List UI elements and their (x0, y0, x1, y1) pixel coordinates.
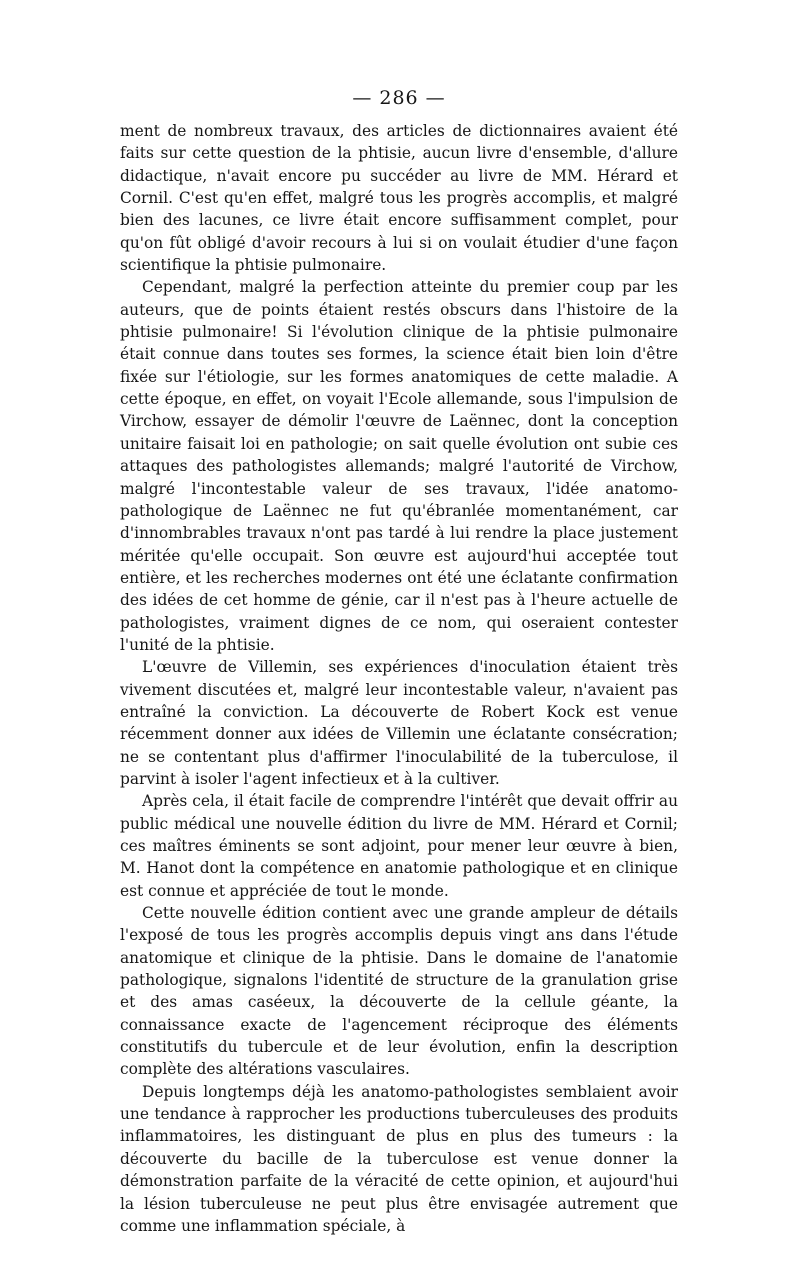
page-number: — 286 — (352, 87, 446, 109)
paragraph-new-edition: Après cela, il était facile de comprendre l'intérêt que devait offrir au public médical une nouvelle édition du livre de MM. Hérard et Cornil; ces maîtres éminents se sont adjoint, pour mener leur œuvre à bien, M. Hanot dont la compétence en anatomie pathologique et en clinique est connue et appréciée de tout le monde. (120, 792, 678, 900)
paragraph-laennec: Cependant, malgré la perfection atteinte du premier coup par les auteurs, que de points étaient restés obscurs dans l'histoire de la phtisie pulmonaire! Si l'évolution clinique de la phtisie pulmonaire était connue dans toutes ses formes, la science était bien loin d'être fixée sur l'étiologie, sur les formes anatomiques de cette maladie. A cette époque, en effet, on voyait l'Ecole allemande, sous l'impulsion de Virchow, essayer de démolir l'œuvre de Laënnec, dont la conception unitaire faisait loi en pathologie; on sait quelle évolution ont subie ces attaques des pathologistes allemands; malgré l'autorité de Virchow, malgré l'incontestable valeur de ses travaux, l'idée anatomo-pathologique de Laënnec ne fut qu'ébranlée momentanément, car d'innombrables travaux n'ont pas tardé à lui rendre la place justement méritée qu'elle occupait. Son œuvre est aujourd'hui acceptée tout entière, et les recherches modernes ont été une éclatante confirmation des idées de cet homme de génie, car il n'est pas à l'heure actuelle de pathologistes, vraiment dignes de ce nom, qui oseraient contester l'unité de la phtisie. (120, 278, 678, 654)
paragraph-continuation: ment de nombreux travaux, des articles de dictionnaires avaient été faits sur cette question de la phtisie, aucun livre d'ensemble, d'allure didactique, n'avait encore pu succéder au livre de MM. Hérard et Cornil. C'est qu'en effet, malgré tous les progrès accomplis, et malgré bien des lacunes, ce livre était encore suffisamment complet, pour qu'on fût obligé d'avoir recours à lui si on voulait étudier d'une façon scientifique la phtisie pulmonaire. (120, 122, 678, 275)
paragraph-villemin: L'œuvre de Villemin, ses expériences d'inoculation étaient très vivement discutées et, malgré leur incontestable valeur, n'avaient pas entraîné la conviction. La découverte de Robert Kock est venue récemment donner aux idées de Villemin une éclatante consécration; ne se contentant plus d'affirmer l'inoculabilité de la tuberculose, il parvint à isoler l'agent infectieux et à la cultiver. (120, 658, 678, 788)
paragraph-progress: Cette nouvelle édition contient avec une grande ampleur de détails l'exposé de tous les progrès accomplis depuis vingt ans dans l'étude anatomique et clinique de la phtisie. Dans le domaine de l'anatomie pathologique, signalons l'identité de structure de la granulation grise et des amas caséeux, la découverte de la cellule géante, la connaissance exacte de l'agencement réciproque des éléments constitutifs du tubercule et de leur évolution, enfin la description complète des altérations vasculaires. (120, 904, 678, 1079)
body-text (120, 120, 678, 1237)
document-page (120, 86, 678, 1237)
paragraph-inflammation: Depuis longtemps déjà les anatomo-pathologistes semblaient avoir une tendance à rapprocher les productions tuberculeuses des produits inflammatoires, les distinguant de plus en plus des tumeurs : la découverte du bacille de la tuberculose est venue donner la démonstration parfaite de la véracité de cette opinion, et aujourd'hui la lésion tuberculeuse ne peut plus être envisagée autrement que comme une inflammation spéciale, à (120, 1082, 678, 1235)
